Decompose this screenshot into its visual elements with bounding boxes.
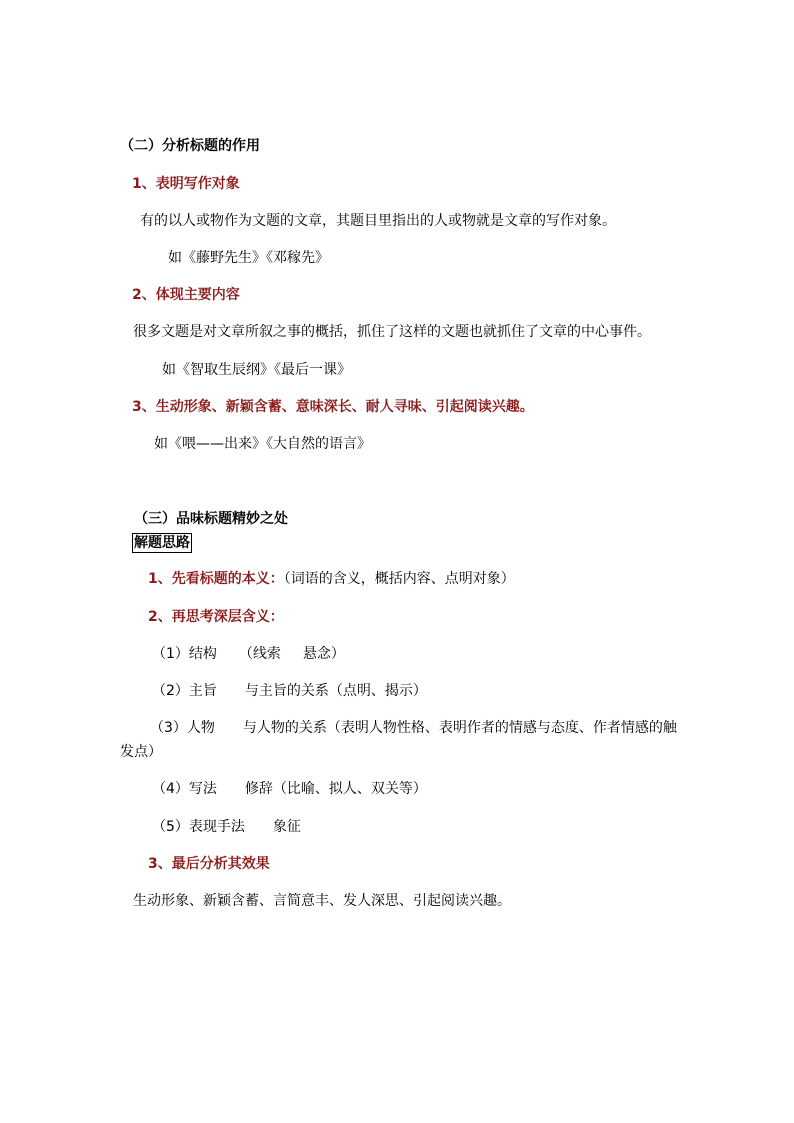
point-1-text: 有的以人或物作为文题的文章，其题目里指出的人或物就是文章的写作对象。 — [140, 213, 616, 229]
item-structure-text2: 悬念） — [302, 646, 345, 662]
section-3-title: （三）品味标题精妙之处 — [134, 511, 288, 527]
point-1-example: 如《藤野先生》《邓稼先》 — [168, 250, 329, 266]
point-2-text: 很多文题是对文章所叙之事的概括，抓住了这样的文题也就抓住了文章的中心事件。 — [133, 324, 651, 340]
step-3-text: 生动形象、新颖含蓄、言简意丰、发人深思、引起阅读兴趣。 — [133, 893, 511, 909]
step-3-heading: 3、最后分析其效果 — [148, 856, 270, 872]
item-structure — [152, 645, 345, 663]
item-theme — [152, 682, 427, 700]
item-character-continuation: 发点） — [120, 744, 162, 760]
item-writing-text: 修辞（比喻、拟人、双关等） — [244, 781, 427, 797]
item-writing — [152, 780, 427, 798]
step-1 — [148, 570, 515, 588]
section-2-title: （二）分析标题的作用 — [120, 138, 260, 154]
point-3-example: 如《喂——出来》《大自然的语言》 — [154, 436, 371, 452]
point-1-heading: 1、表明写作对象 — [132, 176, 240, 192]
point-3-heading: 3、生动形象、新颖含蓄、意味深长、耐人寻味、引起阅读兴趣。 — [132, 399, 534, 415]
item-character-text: 与人物的关系（表明人物性格、表明作者的情感与态度、作者情感的触 — [242, 720, 677, 736]
item-theme-label: （2）主旨 — [152, 683, 217, 699]
item-structure-text: （线索 — [238, 646, 281, 662]
point-2-example: 如《智取生辰纲》《最后一课》 — [162, 362, 351, 378]
item-expression-text: 象征 — [272, 819, 301, 835]
step-1-heading: 1、先看标题的本义： — [148, 571, 284, 587]
item-character — [150, 719, 677, 737]
solution-approach-label: 解题思路 — [134, 535, 190, 551]
item-character-label: （3）人物 — [150, 720, 215, 736]
item-writing-label: （4）写法 — [152, 781, 217, 797]
item-theme-text: 与主旨的关系（点明、揭示） — [244, 683, 427, 699]
item-structure-label: （1）结构 — [152, 646, 217, 662]
point-2-heading: 2、体现主要内容 — [132, 287, 240, 303]
step-1-text: （词语的含义，概括内容、点明对象） — [283, 571, 515, 587]
step-2-heading: 2、再思考深层含义： — [148, 609, 284, 625]
item-expression-label: （5）表现手法 — [152, 819, 245, 835]
item-expression — [152, 818, 301, 836]
